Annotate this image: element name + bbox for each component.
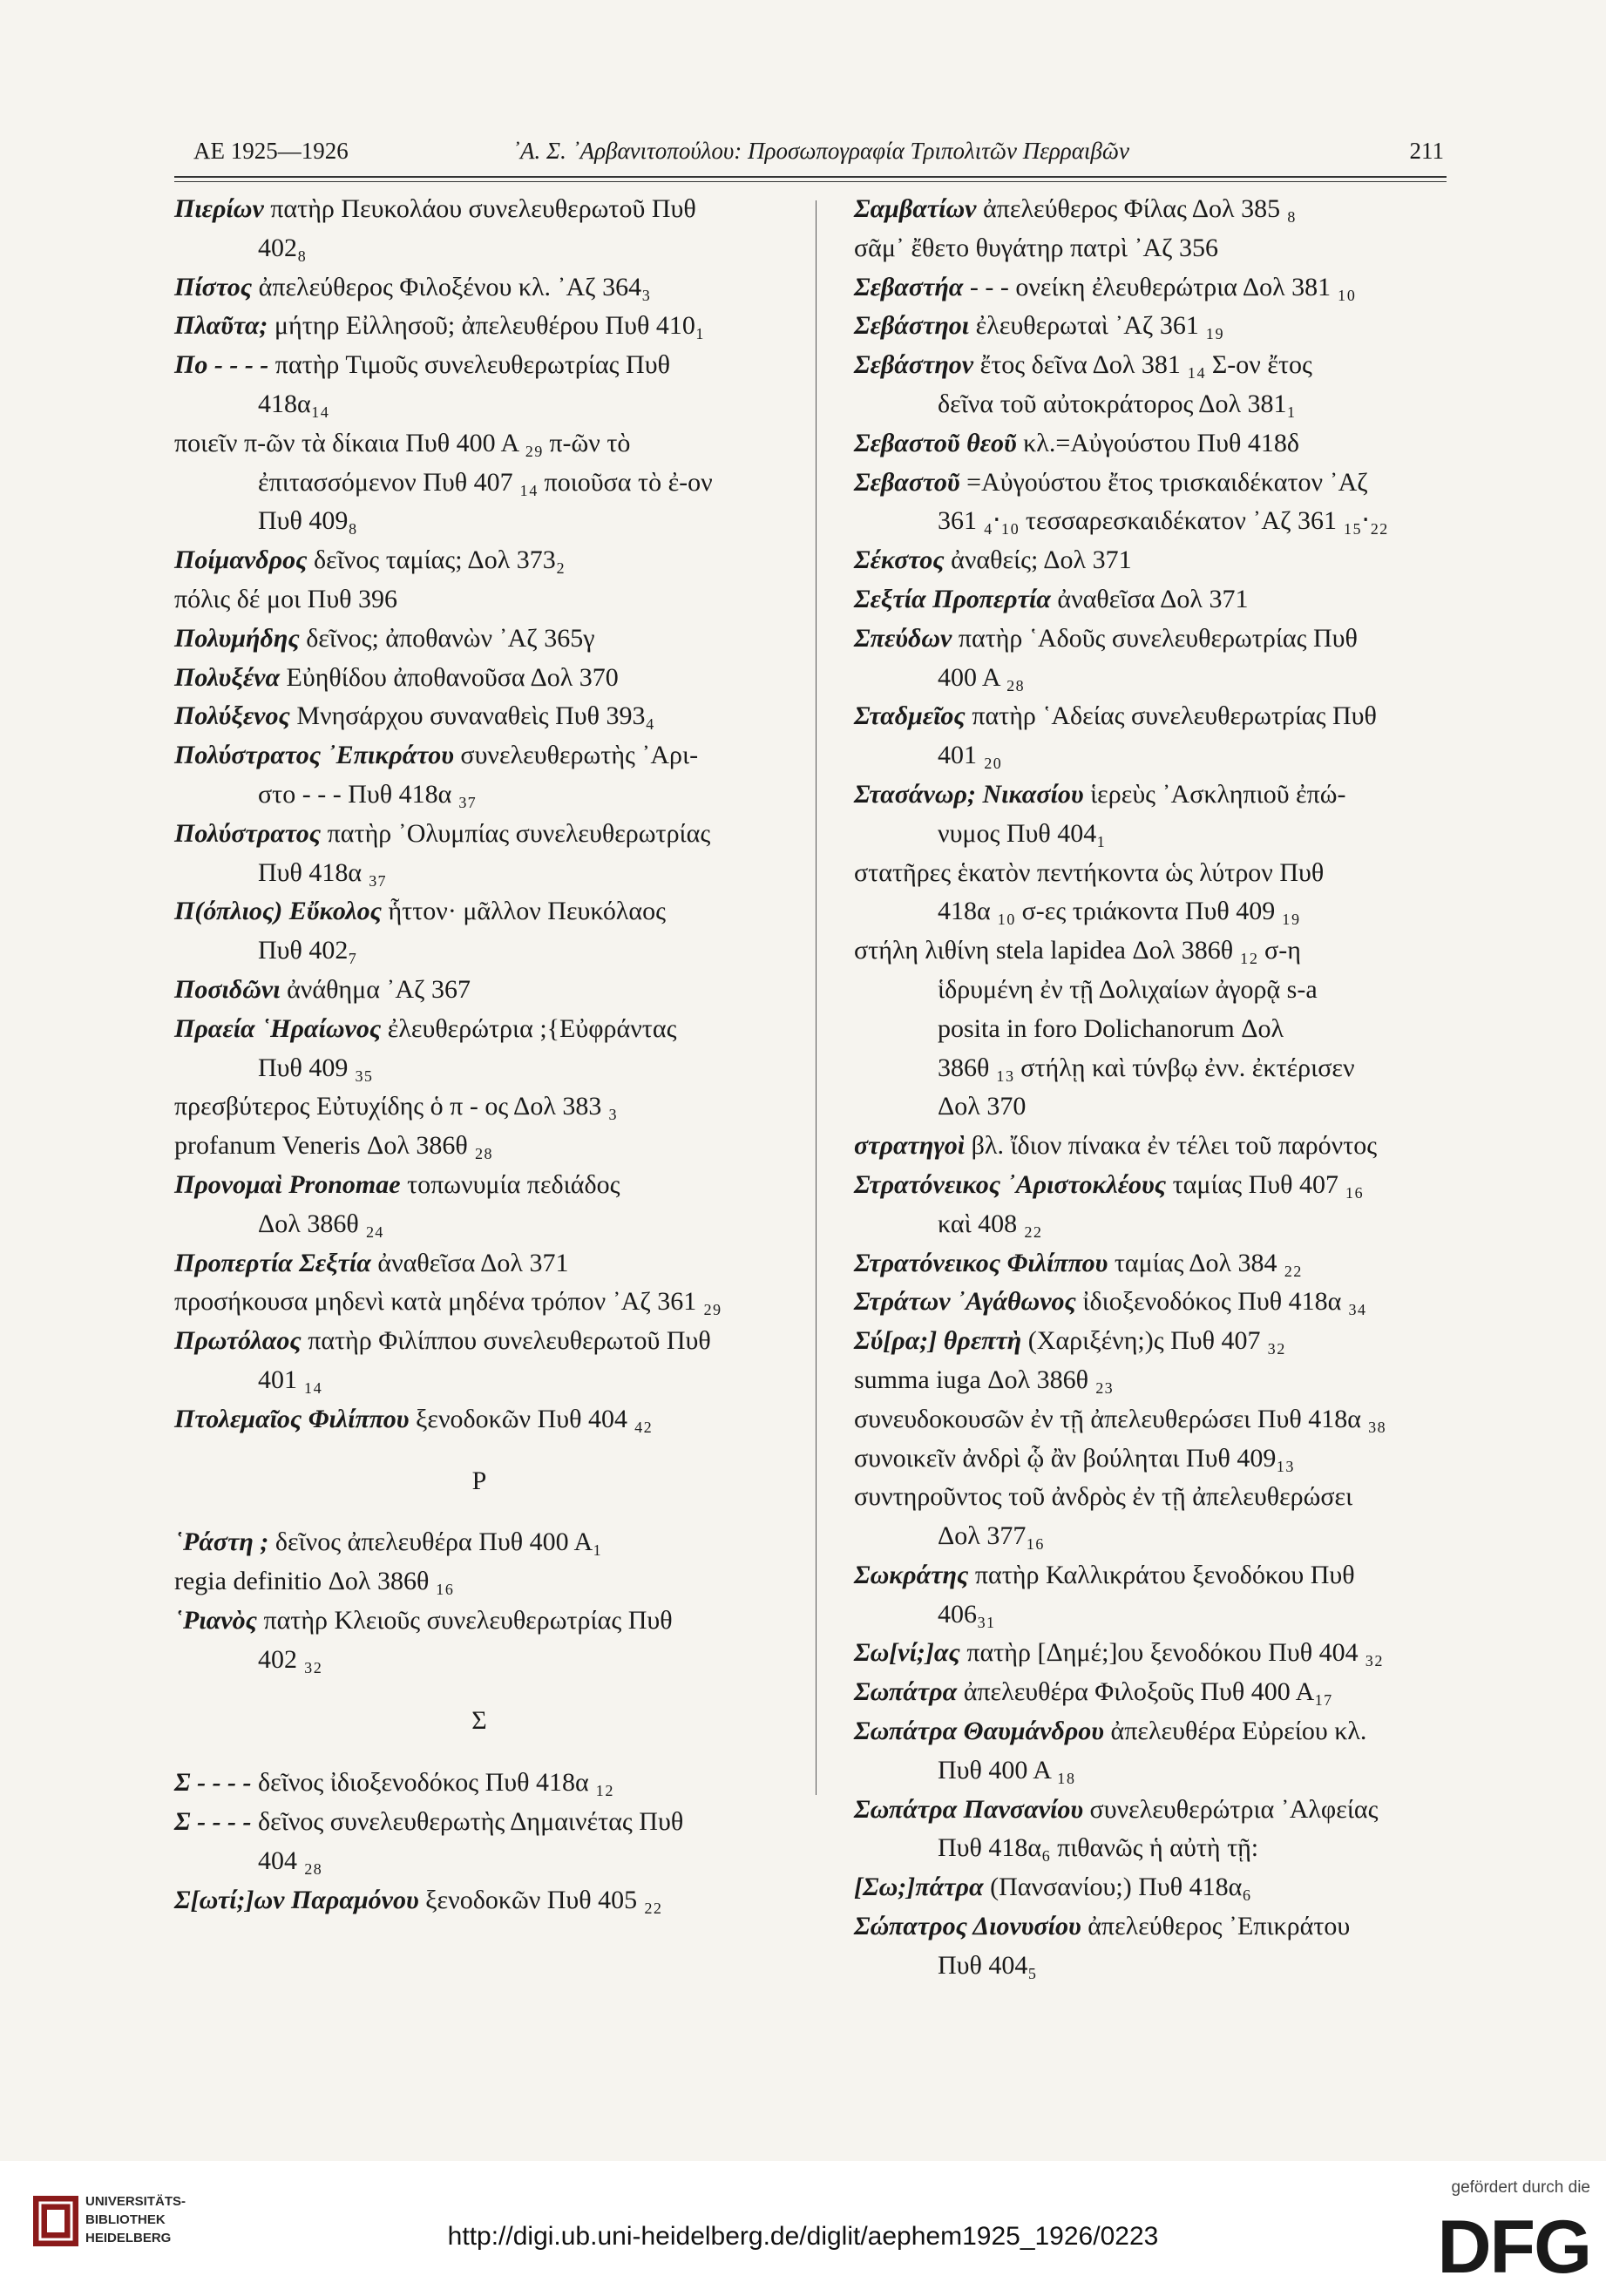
index-entry	[174, 971, 784, 1010]
index-entry	[854, 1127, 1447, 1166]
entry-text: ταμίας Δολ 384 ₂₂	[1114, 1248, 1302, 1277]
entry-text: στήλη λιθίνη stela lapidea Δολ 386θ ₁₂ σ-η	[854, 936, 1301, 965]
entry-text: Πυθ 418α₆ πιθανῶς ἡ αὐτὴ τῇ:	[938, 1833, 1259, 1863]
entry-text: ἰδιοξενοδόκος Πυθ 418α ₃₄	[1082, 1287, 1366, 1317]
index-entry	[854, 854, 1447, 932]
entry-headword: Σώπατρος Διονυσίου	[854, 1912, 1081, 1941]
header-rule-thin	[174, 181, 1447, 182]
entry-text: profanum Veneris Δολ 386θ ₂₈	[174, 1131, 493, 1161]
entry-text: πατὴρ Πευκολάου συνελευθερωτοῦ Πυθ	[270, 194, 696, 223]
entry-text: πατὴρ Τιμοῦς συνελευθερωτρίας Πυθ	[274, 350, 670, 380]
entry-text: posita in foro Dolichanorum Δολ	[938, 1013, 1284, 1043]
index-entry	[174, 541, 784, 580]
entry-text: βλ. ἴδιον πίνακα ἐν τέλει τοῦ παρόντος	[971, 1131, 1378, 1161]
entry-text: 402₈	[258, 233, 307, 262]
entry-text: ξενοδοκῶν Πυθ 404 ₄₂	[415, 1404, 653, 1433]
index-entry	[854, 1283, 1447, 1322]
entry-text: 418α₁₄	[258, 389, 329, 418]
entry-text: ἀπελεύθερος Φίλας Δολ 385 ₈	[982, 194, 1297, 223]
entry-headword: Πίστος	[174, 272, 253, 301]
entry-text: πατὴρ Κλειοῦς συνελευθερωτρίας Πυθ	[263, 1605, 673, 1635]
index-entry	[854, 1439, 1447, 1479]
index-entry	[174, 1010, 784, 1088]
entry-text: συνελευθερώτρια ᾿Αλφείας	[1089, 1794, 1379, 1824]
index-entry	[174, 1803, 784, 1881]
index-entry	[854, 190, 1447, 229]
entry-text: πατὴρ Φιλίππου συνελευθερωτοῦ Πυθ	[308, 1326, 711, 1356]
index-entry	[854, 580, 1447, 620]
index-entry	[174, 736, 784, 815]
entry-text: πατὴρ [Δημέ;]ου ξενοδόκου Πυθ 404 ₃₂	[966, 1638, 1384, 1668]
entry-text: ξενοδοκῶν Πυθ 405 ₂₂	[425, 1885, 662, 1914]
index-entry	[174, 268, 784, 308]
index-entry	[174, 1283, 784, 1322]
index-entry	[174, 1127, 784, 1166]
index-entry	[854, 1556, 1447, 1635]
section-letter: Ρ	[471, 1466, 487, 1495]
index-entry	[174, 892, 784, 971]
entry-headword: Ποίμανδρος	[174, 545, 308, 575]
column-divider	[816, 200, 817, 1795]
index-entry	[174, 190, 784, 268]
entry-text: προσήκουσα μηδενὶ κατὰ μηδένα τρόπον ᾿Αζ 361 ₂₉	[174, 1287, 722, 1317]
index-entry	[854, 931, 1447, 1127]
entry-text: 401 ₁₄	[258, 1365, 322, 1394]
entry-text: ἧττον· μᾶλλον Πευκόλαος	[388, 897, 666, 926]
index-entry	[174, 307, 784, 346]
index-entry	[174, 580, 784, 620]
entry-text: regia definitio Δολ 386θ ₁₆	[174, 1567, 454, 1596]
library-name: UNIVERSITÄTS- BIBLIOTHEK HEIDELBERG	[85, 2194, 186, 2245]
entry-headword: στρατηγοὶ	[854, 1131, 966, 1161]
entry-text: 401 ₂₀	[938, 741, 1002, 770]
entry-text: δεῖνος; ἀποθανὼν ᾿Αζ 365γ	[306, 623, 595, 653]
left-column	[174, 190, 784, 1920]
index-entry	[854, 1322, 1447, 1361]
index-entry	[854, 307, 1447, 346]
entry-text: ἀνάθημα ᾿Αζ 367	[287, 974, 471, 1004]
index-entry	[854, 1673, 1447, 1712]
header-rule	[174, 176, 1447, 178]
entry-text: ἀπελεύθερος ᾿Επικράτου	[1088, 1912, 1351, 1941]
entry-text: σᾶμ᾿ ἔθετο θυγάτηρ πατρὶ ᾿Αζ 356	[854, 233, 1219, 262]
entry-headword: [Σω;]πάτρα	[854, 1873, 984, 1902]
entry-headword: Πραεία ῾Ηραίωνος	[174, 1013, 382, 1043]
index-entry	[174, 1400, 784, 1439]
entry-text: συνοικεῖν ἀνδρὶ ᾧ ἂν βούληται Πυθ 409₁₃	[854, 1443, 1295, 1473]
entry-text: συνελευθερωτὴς ᾿Αρι-	[460, 741, 699, 770]
entry-headword: Πολυξένα	[174, 662, 281, 692]
entry-text: πατὴρ ῾Αδοῦς συνελευθερωτρίας Πυθ	[958, 623, 1358, 653]
page-number: 211	[1409, 138, 1444, 164]
entry-headword: Πιερίων	[174, 194, 264, 223]
entry-text: νυμος Πυθ 404₁	[938, 818, 1106, 848]
index-entry	[174, 346, 784, 424]
entry-headword: Σ[ωτί;]ων Παραμόνου	[174, 1885, 419, 1914]
entry-headword: Πτολεμαῖος Φιλίππου	[174, 1404, 410, 1433]
entry-headword: Σεβαστήα	[854, 272, 964, 301]
entry-text: δεῖνος ἰδιοξενοδόκος Πυθ 418α ₁₂	[258, 1768, 614, 1798]
entry-headword: Σεβάστηον	[854, 350, 974, 380]
entry-text: πατὴρ ᾿Ολυμπίας συνελευθερωτρίας	[327, 818, 711, 848]
entry-headword: Πλαῦτα;	[174, 311, 268, 341]
entry-headword: Πολύστρατος ᾿Επικράτου	[174, 741, 454, 770]
entry-headword: Σπεύδων	[854, 623, 952, 653]
entry-headword: Σεβαστοῦ θεοῦ	[854, 428, 1017, 457]
entry-text: ἀπελεύθερος Φιλοξένου κλ. ᾿Αζ 364₃	[258, 272, 651, 301]
entry-headword: Προνομαὶ Pronomae	[174, 1169, 401, 1199]
entry-text: ἔτος δεῖνα Δολ 381 ₁₄ Σ-ον ἔτος	[979, 350, 1312, 380]
entry-text: ἐλευθερώτρια ;{Εὐφράντας	[387, 1013, 677, 1043]
index-entry	[854, 1361, 1447, 1400]
entry-text: Δολ 377₁₆	[938, 1521, 1045, 1551]
entry-text: Πυθ 409₈	[258, 506, 357, 536]
footer-bar	[0, 2161, 1606, 2296]
entry-text: Πυθ 400 Α ₁₈	[938, 1755, 1075, 1785]
entry-headword: Σωπάτρα Θαυμάνδρου	[854, 1717, 1104, 1746]
entry-text: ἀναθείς; Δολ 371	[951, 545, 1132, 575]
entry-headword: Ποσιδῶνι	[174, 974, 281, 1004]
entry-text: ἀπελευθέρα Εὐρείου κλ.	[1110, 1717, 1367, 1746]
index-entry	[854, 229, 1447, 268]
index-entry	[854, 424, 1447, 464]
index-entry	[174, 424, 784, 541]
entry-headword: Προπερτία Σεξτία	[174, 1248, 371, 1277]
entry-text: 361 ₄‧₁₀ τεσσαρεσκαιδέκατον ᾿Αζ 361 ₁₅‧₂₂	[938, 506, 1388, 536]
index-entry	[174, 1562, 784, 1602]
entry-text: δεῖνος ταμίας; Δολ 373₂	[313, 545, 566, 575]
entry-headword: Σω[νί;]ας	[854, 1638, 960, 1668]
entry-text: Πυθ 418α ₃₇	[258, 857, 387, 887]
entry-headword: Στρατόνεικος ᾿Αριστοκλέους	[854, 1169, 1167, 1199]
entry-text: πόλις δέ μοι Πυθ 396	[174, 584, 398, 613]
entry-headword: Σεβάστηοι	[854, 311, 970, 341]
entry-text: 386θ ₁₃ στήλῃ καὶ τύνβῳ ἐνν. ἐκτέρισεν	[938, 1053, 1355, 1082]
entry-text: τοπωνυμία πεδιάδος	[407, 1169, 620, 1199]
entry-headword: ῾Ριανὸς	[174, 1605, 257, 1635]
index-entry	[854, 697, 1447, 775]
entry-text: ταμίας Πυθ 407 ₁₆	[1172, 1169, 1364, 1199]
index-entry	[174, 1881, 784, 1920]
entry-text: ἱδρυμένη ἐν τῇ Δολιχαίων ἀγορᾷ s-a	[938, 974, 1318, 1004]
entry-text: καὶ 408 ₂₂	[938, 1209, 1042, 1238]
entry-text: Πυθ 409 ₃₅	[258, 1053, 373, 1082]
entry-headword: Σωπάτρα Πανσανίου	[854, 1794, 1084, 1824]
index-entry	[174, 697, 784, 736]
entry-text: μήτηρ Εἰλλησοῦ; ἀπελευθέρου Πυθ 410₁	[274, 311, 705, 341]
index-entry	[174, 1764, 784, 1803]
entry-headword: Πολύξενος	[174, 701, 290, 731]
running-header	[193, 138, 1444, 173]
index-entry	[854, 1907, 1447, 1986]
entry-headword: Σύ[ρα;] θρεπτὴ	[854, 1326, 1022, 1356]
entry-text: Εὐηθίδου ἀποθανοῦσα Δολ 370	[286, 662, 619, 692]
entry-text: ἀναθεῖσα Δολ 371	[377, 1248, 569, 1277]
permalink-url[interactable]: http://digi.ub.uni-heidelberg.de/diglit/aephem1925_1926/0223	[447, 2222, 1159, 2251]
entry-headword: Σ - - - -	[174, 1807, 252, 1837]
index-entry	[854, 1400, 1447, 1439]
entry-headword: Στρατόνεικος Φιλίππου	[854, 1248, 1108, 1277]
index-entry	[174, 1322, 784, 1400]
sponsor-label: gefördert durch die	[1451, 2178, 1590, 2197]
index-entry	[854, 1791, 1447, 1869]
entry-headword: Σωκράτης	[854, 1560, 969, 1589]
index-entry	[854, 1634, 1447, 1673]
index-entry	[174, 1523, 784, 1562]
index-entry	[854, 1244, 1447, 1283]
entry-text: =Αὐγούστου ἔτος τρισκαιδέκατον ᾿Αζ	[966, 467, 1368, 497]
entry-text: ἐλευθερωταὶ ᾿Αζ 361 ₁₉	[975, 311, 1224, 341]
entry-headword: ῾Ράστη ;	[174, 1527, 269, 1557]
entry-text: κλ.=Αὐγούστου Πυθ 418δ	[1023, 428, 1299, 457]
index-entry	[854, 1166, 1447, 1244]
entry-text: (Χαριξένη;)ς Πυθ 407 ₃₂	[1027, 1326, 1285, 1356]
entry-headword: Σεβαστοῦ	[854, 467, 960, 497]
right-column	[854, 190, 1447, 1986]
entry-headword: Σταδμεῖος	[854, 701, 966, 731]
entry-text: - - - ονείκη ἐλευθερώτρια Δολ 381 ₁₀	[969, 272, 1356, 301]
entry-headword: Σ - - - -	[174, 1768, 252, 1798]
entry-headword: Σέκστος	[854, 545, 945, 575]
entry-text: Δολ 370	[938, 1092, 1027, 1121]
index-entry	[174, 1166, 784, 1244]
entry-text: ἐπιτασσόμενον Πυθ 407 ₁₄ ποιοῦσα τὸ ἐ-ον	[258, 467, 713, 497]
entry-text: 404 ₂₈	[258, 1846, 322, 1875]
entry-text: Δολ 386θ ₂₄	[258, 1209, 384, 1238]
index-entry	[854, 268, 1447, 308]
entry-text: Πυθ 404₅	[938, 1950, 1037, 1980]
entry-text: 418α ₁₀ σ-ες τριάκοντα Πυθ 409 ₁₉	[938, 897, 1300, 926]
entry-text: πατὴρ ῾Αδείας συνελευθερωτρίας Πυθ	[972, 701, 1377, 731]
header-volume: ΑΕ 1925—1926	[193, 138, 349, 164]
entry-text: στο - - - Πυθ 418α ₃₇	[258, 779, 477, 809]
entry-text: πατὴρ Καλλικράτου ξενοδόκου Πυθ	[974, 1560, 1355, 1589]
index-entry	[854, 464, 1447, 542]
entry-headword: Στράτων ᾿Αγάθωνος	[854, 1287, 1076, 1317]
entry-headword: Π(όπλιος) Εὔκολος	[174, 897, 382, 926]
section-letter: Σ	[471, 1706, 487, 1736]
entry-text: ἀπελευθέρα Φιλοξοῦς Πυθ 400 Α₁₇	[963, 1677, 1333, 1707]
entry-headword: Πολυμήδης	[174, 623, 300, 653]
entry-text: (Πανσανίου;) Πυθ 418α₆	[990, 1873, 1251, 1902]
entry-text: summa iuga Δολ 386θ ₂₃	[854, 1365, 1114, 1394]
index-entry	[854, 1868, 1447, 1907]
entry-headword: Σεξτία Προπερτία	[854, 584, 1051, 613]
index-entry	[854, 620, 1447, 698]
dfg-logo[interactable]: DFG	[1437, 2205, 1590, 2289]
index-entry	[174, 1602, 784, 1680]
entry-text: στατῆρες ἑκατὸν πεντήκοντα ὡς λύτρον Πυθ	[854, 857, 1325, 887]
entry-text: 406₃₁	[938, 1599, 995, 1629]
entry-text: δεῖνος συνελευθερωτὴς Δημαινέτας Πυθ	[258, 1807, 684, 1837]
entry-text: ποιεῖν π-ῶν τὰ δίκαια Πυθ 400 Α ₂₉ π-ῶν τὸ	[174, 428, 631, 457]
index-entry	[174, 815, 784, 893]
entry-text: 402 ₃₂	[258, 1644, 322, 1674]
index-entry	[854, 775, 1447, 854]
entry-text: συνευδοκουσῶν ἐν τῇ ἀπελευθερώσει Πυθ 418α ₃₈	[854, 1404, 1386, 1433]
index-entry	[854, 541, 1447, 580]
header-title: ᾿Α. Σ. ᾿Αρβανιτοπούλου: Προσωπογραφία Τριπολιτῶν Περραιβῶν	[512, 138, 1129, 164]
entry-text: 400 Α ₂₈	[938, 662, 1025, 692]
index-entry	[174, 1087, 784, 1127]
entry-text: Πυθ 402₇	[258, 936, 357, 965]
entry-text: δεῖνος ἀπελευθέρα Πυθ 400 Α₁	[274, 1527, 602, 1557]
entry-text: ἀναθεῖσα Δολ 371	[1057, 584, 1249, 613]
index-entry	[174, 659, 784, 698]
entry-headword: Στασάνωρ; Νικασίου	[854, 779, 1084, 809]
entry-headword: Σωπάτρα	[854, 1677, 958, 1707]
entry-text: πρεσβύτερος Εὐτυχίδης ὁ π - ος Δολ 383 ₃	[174, 1092, 618, 1121]
entry-headword: Σαμβατίων	[854, 194, 977, 223]
index-entry	[174, 1244, 784, 1283]
entry-headword: Πρωτόλαος	[174, 1326, 302, 1356]
entry-text: δεῖνα τοῦ αὐτοκράτορος Δολ 381₁	[938, 389, 1296, 418]
entry-text: ἱερεὺς ᾿Ασκληπιοῦ ἐπώ-	[1090, 779, 1346, 809]
index-entry	[174, 620, 784, 659]
entry-headword: Πολύστρατος	[174, 818, 322, 848]
index-entry	[854, 346, 1447, 424]
entry-text: Μνησάρχου συναναθεὶς Πυθ 393₄	[296, 701, 654, 731]
index-entry	[854, 1478, 1447, 1556]
entry-text: συντηροῦντος τοῦ ἀνδρὸς ἐν τῇ ἀπελευθερώσει	[854, 1482, 1353, 1512]
index-entry	[854, 1712, 1447, 1791]
entry-headword: Πο - - - -	[174, 350, 269, 380]
